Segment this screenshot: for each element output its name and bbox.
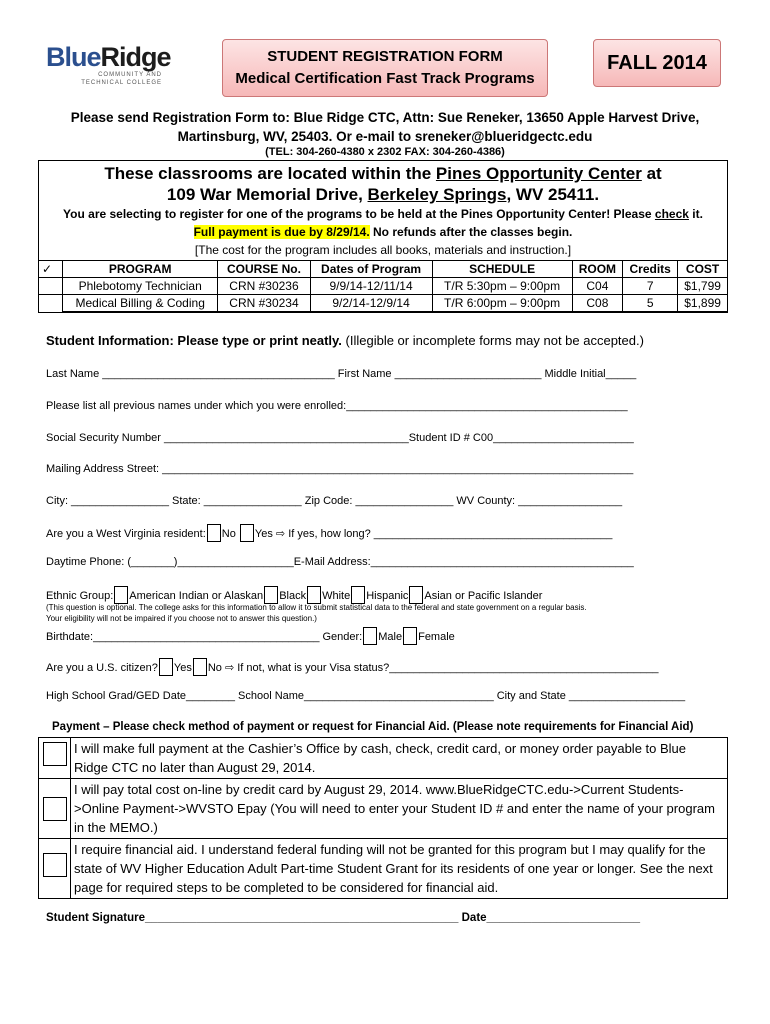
payment-title: Payment – Please check method of payment or request for Financial Aid. (Please note requirements for Financial Aid) xyxy=(52,721,694,733)
table-cell: 9/9/14-12/11/14 xyxy=(310,278,432,295)
register-note: You are selecting to register for one of the programs to be held at the Pines Opportunity Center! Please check it. xyxy=(63,207,703,221)
female-label: Female xyxy=(418,631,455,643)
table-cell: Phlebotomy Technician xyxy=(63,278,218,295)
program-select-cell[interactable] xyxy=(39,295,63,312)
column-header: COURSE No. xyxy=(218,261,310,278)
ssn-field[interactable]: Social Security Number ________________________________________Student ID # C00_______________________ xyxy=(46,432,634,444)
table-cell: T/R 6:00pm – 9:00pm xyxy=(432,295,572,312)
phone-email-field[interactable]: Daytime Phone: (_______)___________________E-Mail Address:___________________________________________ xyxy=(46,556,634,568)
ethnic-option: White xyxy=(322,590,351,602)
table-cell: CRN #30234 xyxy=(218,295,310,312)
table-cell: Medical Billing & Coding xyxy=(63,295,218,312)
payment-option-row xyxy=(39,839,728,899)
location-address: 109 War Memorial Drive, Berkeley Springs, WV 25411. xyxy=(166,185,600,204)
table-cell: $1,899 xyxy=(678,295,728,312)
location-box xyxy=(38,160,728,313)
table-cell: CRN #30236 xyxy=(218,278,310,295)
contact-numbers: (TEL: 304-260-4380 x 2302 FAX: 304-260-4386) xyxy=(265,146,505,158)
column-header: SCHEDULE xyxy=(432,261,572,278)
wv-yes-checkbox[interactable] xyxy=(240,524,254,542)
wv-no-checkbox[interactable] xyxy=(207,524,221,542)
ethnic-group-label: Ethnic Group: xyxy=(46,590,114,602)
column-header: Credits xyxy=(623,261,678,278)
logo-subtitle-1: COMMUNITY AND xyxy=(98,72,162,78)
wv-no-label: No xyxy=(221,528,236,540)
payment-option-text: I will make full payment at the Cashier’s Office by cash, check, credit card, or money order payable to Blue Ridge CTC no later than August 29, 2014. xyxy=(71,738,728,779)
ethnic-note-2: Your eligibility will not be impaired if you choose not to answer this question.) xyxy=(46,614,317,623)
signature-date-field[interactable]: Student Signature_________________________________________________ Date________________________ xyxy=(46,912,641,924)
payment-option-checkbox[interactable] xyxy=(43,742,67,766)
student-info-title: Student Information: Please type or print neatly. (Illegible or incomplete forms may not be accepted.) xyxy=(46,333,644,348)
ethnic-note-1: (This question is optional. The college asks for this information to allow it to submit statistical data to the federal and state government on a regular basis. xyxy=(46,603,587,612)
send-line-2: Martinsburg, WV, 25403. Or e-mail to sreneker@blueridgectc.edu xyxy=(177,129,593,144)
ethnic-option: Asian or Pacific Islander xyxy=(424,590,543,602)
birthdate-field[interactable]: Birthdate:_____________________________________ Gender: xyxy=(46,631,363,643)
payment-option-checkbox[interactable] xyxy=(43,853,67,877)
send-instructions xyxy=(30,108,740,146)
ethnic-option: Black xyxy=(279,590,307,602)
payment-due-note: Full payment is due by 8/29/14. No refunds after the classes begin. xyxy=(193,225,573,239)
logo-ridge-text: Ridge xyxy=(100,42,171,72)
female-checkbox[interactable] xyxy=(403,627,417,645)
table-cell: 5 xyxy=(623,295,678,312)
table-cell: 7 xyxy=(623,278,678,295)
citizen-no-label: No ⇨ If not, what is your Visa status?____________________________________________ xyxy=(207,662,659,674)
citizen-label: Are you a U.S. citizen? xyxy=(46,662,158,674)
previous-names-field[interactable]: Please list all previous names under which you were enrolled:______________________________________________ xyxy=(46,400,628,412)
wv-resident-label: Are you a West Virginia resident: xyxy=(46,528,206,540)
term-badge: FALL 2014 xyxy=(593,39,721,87)
male-checkbox[interactable] xyxy=(363,627,377,645)
citizen-no-checkbox[interactable] xyxy=(193,658,207,676)
ethnic-option: Hispanic xyxy=(366,590,409,602)
table-cell: 9/2/14-12/9/14 xyxy=(310,295,432,312)
college-logo xyxy=(46,44,176,92)
send-line-1: Please send Registration Form to: Blue Ridge CTC, Attn: Sue Reneker, 13650 Apple Harvest Drive, xyxy=(70,110,700,125)
birthdate-gender-row xyxy=(46,627,455,645)
form-title: STUDENT REGISTRATION FORM xyxy=(267,48,503,65)
citizen-yes-label: Yes xyxy=(173,662,192,674)
table-row xyxy=(39,278,728,295)
male-label: Male xyxy=(378,631,403,643)
check-column-header: ✓ xyxy=(39,261,63,278)
column-header: COST xyxy=(678,261,728,278)
table-header-row xyxy=(39,261,728,278)
wv-resident-row xyxy=(46,524,612,542)
ethnic-option: American Indian or Alaskan xyxy=(129,590,264,602)
table-cell: C08 xyxy=(572,295,623,312)
wv-yes-label: Yes ⇨ If yes, how long? _______________________________________ xyxy=(254,528,613,540)
citizen-row xyxy=(46,658,658,676)
column-header: Dates of Program xyxy=(310,261,432,278)
mailing-address-field[interactable]: Mailing Address Street: _____________________________________________________________________________ xyxy=(46,463,634,475)
table-row xyxy=(39,295,728,312)
column-header: ROOM xyxy=(572,261,623,278)
cost-note: [The cost for the program includes all books, materials and instruction.] xyxy=(194,243,572,257)
city-state-zip-field[interactable]: City: ________________ State: ________________ Zip Code: ________________ WV County: _________________ xyxy=(46,495,623,507)
payment-option-checkbox[interactable] xyxy=(43,797,67,821)
location-heading: These classrooms are located within the Pines Opportunity Center at xyxy=(104,164,662,183)
table-cell: C04 xyxy=(572,278,623,295)
form-subtitle: Medical Certification Fast Track Programs xyxy=(235,70,535,87)
table-cell: T/R 5:30pm – 9:00pm xyxy=(432,278,572,295)
program-select-cell[interactable] xyxy=(39,278,63,295)
name-field[interactable]: Last Name ______________________________________ First Name ________________________ Middle Initial_____ xyxy=(46,368,637,380)
table-cell: $1,799 xyxy=(678,278,728,295)
payment-option-text: I require financial aid. I understand federal funding will not be granted for this program but I may qualify for the state of WV Higher Education Adult Part-time Student Grant for its residents of one year or longer. See the next page for required steps to be completed to be considered for financial aid. xyxy=(71,839,728,899)
high-school-field[interactable]: High School Grad/GED Date________ School Name_______________________________ City and State ___________________ xyxy=(46,690,686,702)
program-table xyxy=(38,260,728,312)
payment-options-table xyxy=(38,737,728,899)
form-title-box xyxy=(222,39,548,97)
payment-option-text: I will pay total cost on-line by credit card by August 29, 2014. www.BlueRidgeCTC.edu->Current Students->Online Payment->WVSTO Epay (You will need to enter your Student ID # and enter the name of your program in the MEMO.) xyxy=(71,779,728,839)
logo-subtitle-2: TECHNICAL COLLEGE xyxy=(81,80,162,86)
payment-option-row xyxy=(39,738,728,779)
citizen-yes-checkbox[interactable] xyxy=(159,658,173,676)
logo-blue-text: Blue xyxy=(46,42,101,72)
column-header: PROGRAM xyxy=(63,261,218,278)
payment-option-row xyxy=(39,779,728,839)
